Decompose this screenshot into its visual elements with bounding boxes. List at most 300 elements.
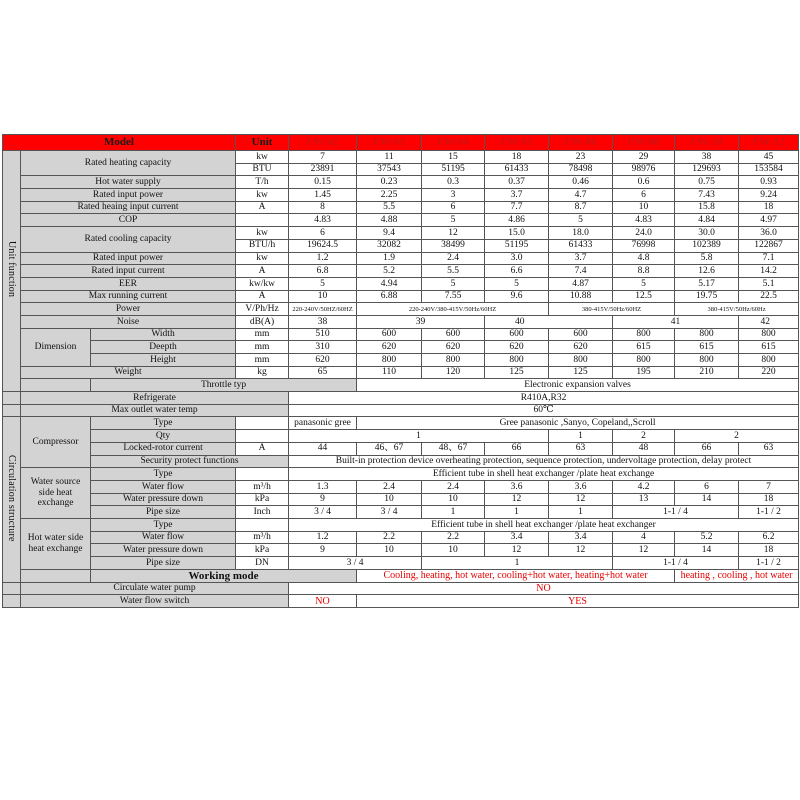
- value-cell: 76998: [613, 239, 675, 252]
- table-row: [3, 366, 799, 379]
- value-cell: 153584: [739, 163, 799, 176]
- section-spacer: [3, 582, 21, 595]
- value-cell: 6.2: [739, 531, 799, 544]
- value-cell: 800: [422, 354, 485, 367]
- value-cell: 10: [613, 201, 675, 214]
- value-cell: 800: [739, 354, 799, 367]
- unit-cell: kw/kw: [236, 277, 289, 290]
- value-cell: 60℃: [289, 404, 799, 417]
- value-cell: 1: [549, 430, 613, 443]
- section-spacer: [3, 595, 21, 608]
- value-cell: 129693: [675, 163, 739, 176]
- value-cell: 5.1: [739, 277, 799, 290]
- value-cell: Efficient tube in shell heat exchanger /plate heat exchanger: [289, 518, 799, 531]
- section-spacer: [21, 379, 91, 392]
- value-cell: 15.8: [675, 201, 739, 214]
- value-cell: 12: [485, 493, 549, 506]
- table-row: [3, 392, 799, 405]
- row-label: Rated heaing input current: [21, 201, 236, 214]
- value-cell: 38: [289, 315, 357, 328]
- unit-cell: A: [236, 265, 289, 278]
- value-cell: 3.7: [549, 252, 613, 265]
- row-sublabel: Water flow: [91, 480, 236, 493]
- value-cell: 61433: [485, 163, 549, 176]
- value-cell: 4.94: [357, 277, 422, 290]
- row-label: Throttle typ: [91, 379, 357, 392]
- value-cell: R410A,R32: [289, 392, 799, 405]
- value-cell: 1: [549, 506, 613, 519]
- spec-table: [2, 134, 799, 608]
- value-cell: 9: [289, 493, 357, 506]
- table-row: [3, 341, 799, 354]
- value-cell: 7.55: [422, 290, 485, 303]
- value-cell: 12: [549, 544, 613, 557]
- value-cell: 9.4: [357, 227, 422, 240]
- value-cell: 30.0: [675, 227, 739, 240]
- value-cell: 620: [549, 341, 613, 354]
- row-sublabel: Water pressure down: [91, 493, 236, 506]
- table-row: [3, 227, 799, 240]
- unit-cell: BTU/h: [236, 239, 289, 252]
- value-cell: 3.4: [549, 531, 613, 544]
- value-cell: 7.4: [549, 265, 613, 278]
- table-row: [3, 442, 799, 455]
- value-cell: 615: [675, 341, 739, 354]
- unit-cell: kPa: [236, 493, 289, 506]
- header-row: [3, 135, 799, 151]
- value-cell: 1-1 / 4: [613, 557, 739, 570]
- row-sublabel: Type: [91, 518, 236, 531]
- table-row: [3, 189, 799, 202]
- value-cell: 12.5: [613, 290, 675, 303]
- value-cell: 7.43: [675, 189, 739, 202]
- row-label: Compressor: [21, 417, 91, 468]
- value-cell: 24.0: [613, 227, 675, 240]
- table-row: [3, 531, 799, 544]
- value-cell: 600: [485, 328, 549, 341]
- row-label: Water flow switch: [21, 595, 289, 608]
- section-spacer: [21, 569, 91, 582]
- value-cell: 6.8: [289, 265, 357, 278]
- table-row: [3, 379, 799, 392]
- unit-cell: kw: [236, 227, 289, 240]
- value-cell: Built-in protection device overheating protection, sequence protection, undervoltage protection, delay protect: [289, 455, 799, 468]
- value-cell: 12: [422, 227, 485, 240]
- value-cell: 5.5: [357, 201, 422, 214]
- value-cell: 2: [675, 430, 799, 443]
- value-cell: 14: [675, 544, 739, 557]
- value-cell: 19.75: [675, 290, 739, 303]
- value-cell: 38: [675, 151, 739, 164]
- unit-cell: kw: [236, 189, 289, 202]
- value-cell: 125: [549, 366, 613, 379]
- table-row: [3, 455, 799, 468]
- value-cell: 61433: [549, 239, 613, 252]
- table-row: [3, 277, 799, 290]
- row-label: Rated input current: [21, 265, 236, 278]
- value-cell: 23: [549, 151, 613, 164]
- value-cell: 13: [613, 493, 675, 506]
- value-cell: 2.25: [357, 189, 422, 202]
- section-unit-function: Unit function: [3, 151, 21, 392]
- table-row: [3, 417, 799, 430]
- value-cell: 45: [739, 151, 799, 164]
- value-cell: 5: [422, 214, 485, 227]
- value-cell: 800: [675, 328, 739, 341]
- model-header-fw10: FW-10: [675, 135, 739, 151]
- row-label: Max running current: [21, 290, 236, 303]
- value-cell: 0.6: [613, 176, 675, 189]
- value-cell: 18: [739, 493, 799, 506]
- unit-cell: A: [236, 201, 289, 214]
- row-label: Rated heating capacity: [21, 151, 236, 176]
- value-cell: 620: [357, 341, 422, 354]
- row-sublabel: Type: [91, 417, 236, 430]
- value-cell: 220: [739, 366, 799, 379]
- value-cell: 1: [422, 506, 485, 519]
- unit-cell: V/Ph/Hz: [236, 303, 289, 316]
- value-cell: 1: [289, 430, 549, 443]
- table-row: [3, 354, 799, 367]
- value-cell: 122867: [739, 239, 799, 252]
- table-row: [3, 582, 799, 595]
- value-cell: Gree panasonic ,Sanyo, Copeland,,Scroll: [357, 417, 799, 430]
- value-cell: 1.45: [289, 189, 357, 202]
- value-cell: 3.4: [485, 531, 549, 544]
- value-cell: 9.6: [485, 290, 549, 303]
- table-row: [3, 430, 799, 443]
- table-row: [3, 595, 799, 608]
- section-spacer: [3, 392, 21, 405]
- value-cell: 48、67: [422, 442, 485, 455]
- value-cell: 615: [739, 341, 799, 354]
- value-cell: 23891: [289, 163, 357, 176]
- value-cell: 220-240V/50HZ/60HZ: [289, 303, 357, 316]
- value-cell: 51195: [485, 239, 549, 252]
- value-cell: 800: [357, 354, 422, 367]
- value-cell: 11: [357, 151, 422, 164]
- model-header-fw08: FW-08: [613, 135, 675, 151]
- value-cell: 3.6: [549, 480, 613, 493]
- value-cell: 18: [485, 151, 549, 164]
- value-cell: 7.1: [739, 252, 799, 265]
- unit-cell: kw: [236, 151, 289, 164]
- value-cell: 380-415V/50Hz/60Hz: [675, 303, 799, 316]
- value-cell: 0.23: [357, 176, 422, 189]
- table-row: [3, 252, 799, 265]
- value-cell: Cooling, heating, hot water, cooling+hot water, heating+hot water: [357, 569, 675, 582]
- value-cell: 6: [422, 201, 485, 214]
- value-cell: 6.88: [357, 290, 422, 303]
- row-sublabel: Locked-rotor current: [91, 442, 236, 455]
- value-cell: 4.8: [613, 252, 675, 265]
- value-cell: 4.86: [485, 214, 549, 227]
- value-cell: 18.0: [549, 227, 613, 240]
- value-cell: 66: [485, 442, 549, 455]
- value-cell: 1.9: [357, 252, 422, 265]
- value-cell: 220-240V/380-415V/50Hz/60HZ: [357, 303, 549, 316]
- value-cell: 800: [675, 354, 739, 367]
- row-label: Hot water side heat exchange: [21, 518, 91, 569]
- value-cell: 29: [613, 151, 675, 164]
- value-cell: 1: [422, 557, 613, 570]
- value-cell: 800: [549, 354, 613, 367]
- value-cell: 15: [422, 151, 485, 164]
- value-cell: Electronic expansion valves: [357, 379, 799, 392]
- model-header-fw06: FW-06: [549, 135, 613, 151]
- unit-cell: mm: [236, 328, 289, 341]
- table-row: [3, 315, 799, 328]
- value-cell: 7.7: [485, 201, 549, 214]
- unit-cell: m³/h: [236, 480, 289, 493]
- value-cell: 63: [549, 442, 613, 455]
- value-cell: 600: [422, 328, 485, 341]
- row-label: Rated input power: [21, 252, 236, 265]
- value-cell: 4.87: [549, 277, 613, 290]
- row-label: COP: [21, 214, 236, 227]
- value-cell: 4.83: [289, 214, 357, 227]
- table-row: [3, 151, 799, 164]
- value-cell: 40: [485, 315, 613, 328]
- value-cell: 310: [289, 341, 357, 354]
- value-cell: 6: [289, 227, 357, 240]
- value-cell: 0.93: [739, 176, 799, 189]
- value-cell: 38499: [422, 239, 485, 252]
- value-cell: 120: [422, 366, 485, 379]
- value-cell: 66: [675, 442, 739, 455]
- value-cell: 32082: [357, 239, 422, 252]
- table-row: [3, 569, 799, 582]
- value-cell: 5.8: [675, 252, 739, 265]
- unit-cell: [236, 518, 289, 531]
- value-cell: 2.2: [422, 531, 485, 544]
- value-cell: 4.2: [613, 480, 675, 493]
- value-cell: 3.6: [485, 480, 549, 493]
- value-cell: 51195: [422, 163, 485, 176]
- value-cell: 9.24: [739, 189, 799, 202]
- value-cell: 10: [357, 493, 422, 506]
- value-cell: 4.7: [549, 189, 613, 202]
- row-sublabel: Water pressure down: [91, 544, 236, 557]
- value-cell: 2.4: [422, 252, 485, 265]
- value-cell: 7: [739, 480, 799, 493]
- table-row: [3, 493, 799, 506]
- unit-header: Unit: [236, 135, 289, 151]
- value-cell: 1.2: [289, 531, 357, 544]
- row-label: Circulate water pump: [21, 582, 289, 595]
- value-cell: 10: [357, 544, 422, 557]
- unit-cell: kg: [236, 366, 289, 379]
- unit-cell: m³/h: [236, 531, 289, 544]
- value-cell: NO: [289, 582, 799, 595]
- table-row: [3, 303, 799, 316]
- value-cell: 3 / 4: [357, 506, 422, 519]
- value-cell: 2: [613, 430, 675, 443]
- row-label: Max outlet water temp: [21, 404, 289, 417]
- row-sublabel: Pipe size: [91, 506, 236, 519]
- unit-cell: [236, 417, 289, 430]
- value-cell: 12: [549, 493, 613, 506]
- table-row: [3, 201, 799, 214]
- value-cell: 380-415V/50Hz/60HZ: [549, 303, 675, 316]
- row-label: Working mode: [91, 569, 357, 582]
- value-cell: 8: [289, 201, 357, 214]
- section-circulation-structure: Circulation structure: [3, 417, 21, 582]
- row-sublabel: Water flow: [91, 531, 236, 544]
- value-cell: 5: [485, 277, 549, 290]
- value-cell: 10.88: [549, 290, 613, 303]
- row-sublabel: Pipe size: [91, 557, 236, 570]
- unit-cell: A: [236, 442, 289, 455]
- value-cell: 14: [675, 493, 739, 506]
- value-cell: 1-1 / 2: [739, 557, 799, 570]
- value-cell: 15.0: [485, 227, 549, 240]
- value-cell: 800: [613, 354, 675, 367]
- unit-cell: [236, 468, 289, 481]
- value-cell: 4.97: [739, 214, 799, 227]
- value-cell: YES: [357, 595, 799, 608]
- value-cell: 5: [613, 277, 675, 290]
- value-cell: 102389: [675, 239, 739, 252]
- row-sublabel: Security protect functions: [91, 455, 289, 468]
- table-row: [3, 557, 799, 570]
- table-row: [3, 544, 799, 557]
- value-cell: 12: [613, 544, 675, 557]
- model-header-fw04: FW-04: [422, 135, 485, 151]
- value-cell: 510: [289, 328, 357, 341]
- table-row: [3, 265, 799, 278]
- value-cell: 210: [675, 366, 739, 379]
- value-cell: 42: [739, 315, 799, 328]
- value-cell: 12.6: [675, 265, 739, 278]
- value-cell: 8.7: [549, 201, 613, 214]
- value-cell: 10: [422, 493, 485, 506]
- value-cell: 78498: [549, 163, 613, 176]
- value-cell: 195: [613, 366, 675, 379]
- value-cell: 10: [289, 290, 357, 303]
- value-cell: 800: [485, 354, 549, 367]
- value-cell: 63: [739, 442, 799, 455]
- value-cell: Efficient tube in shell heat exchanger /plate heat exchange: [289, 468, 799, 481]
- value-cell: 0.3: [422, 176, 485, 189]
- section-spacer: [3, 404, 21, 417]
- row-label: Dimension: [21, 328, 91, 366]
- row-label: Rated cooling capacity: [21, 227, 236, 252]
- row-label: Refrigerate: [21, 392, 289, 405]
- value-cell: 10: [422, 544, 485, 557]
- value-cell: 5.17: [675, 277, 739, 290]
- value-cell: 4.83: [613, 214, 675, 227]
- table-row: [3, 468, 799, 481]
- model-header-fw05: FW-05: [485, 135, 549, 151]
- value-cell: NO: [289, 595, 357, 608]
- value-cell: 7: [289, 151, 357, 164]
- value-cell: 2.4: [357, 480, 422, 493]
- model-header-fw02: FW-02: [289, 135, 357, 151]
- value-cell: 800: [739, 328, 799, 341]
- row-label: Noise: [21, 315, 236, 328]
- value-cell: 620: [289, 354, 357, 367]
- value-cell: 0.75: [675, 176, 739, 189]
- value-cell: 41: [613, 315, 739, 328]
- table-row: [3, 214, 799, 227]
- value-cell: 6: [613, 189, 675, 202]
- table-row: [3, 404, 799, 417]
- value-cell: 1: [485, 506, 549, 519]
- value-cell: 6: [675, 480, 739, 493]
- row-sublabel: Deepth: [91, 341, 236, 354]
- table-row: [3, 176, 799, 189]
- value-cell: 5: [289, 277, 357, 290]
- value-cell: 46、67: [357, 442, 422, 455]
- value-cell: heating , cooling , hot water: [675, 569, 799, 582]
- value-cell: 1-1 / 2: [739, 506, 799, 519]
- value-cell: 3.7: [485, 189, 549, 202]
- value-cell: 1.2: [289, 252, 357, 265]
- row-label: Weight: [21, 366, 236, 379]
- value-cell: 14.2: [739, 265, 799, 278]
- row-sublabel: Width: [91, 328, 236, 341]
- value-cell: 2.2: [357, 531, 422, 544]
- value-cell: 48: [613, 442, 675, 455]
- value-cell: 22.5: [739, 290, 799, 303]
- value-cell: 800: [613, 328, 675, 341]
- unit-cell: [236, 214, 289, 227]
- row-label: Power: [21, 303, 236, 316]
- value-cell: 4.84: [675, 214, 739, 227]
- table-row: [3, 506, 799, 519]
- table-row: [3, 480, 799, 493]
- unit-cell: T/h: [236, 176, 289, 189]
- unit-cell: mm: [236, 354, 289, 367]
- value-cell: 9: [289, 544, 357, 557]
- unit-cell: A: [236, 290, 289, 303]
- value-cell: 1-1 / 4: [613, 506, 739, 519]
- unit-cell: Inch: [236, 506, 289, 519]
- value-cell: 44: [289, 442, 357, 455]
- value-cell: 0.15: [289, 176, 357, 189]
- value-cell: 2.4: [422, 480, 485, 493]
- value-cell: 4.88: [357, 214, 422, 227]
- row-label: Water source side heat exchange: [21, 468, 91, 519]
- value-cell: 615: [613, 341, 675, 354]
- table-row: [3, 290, 799, 303]
- model-header-fw03: FW-03: [357, 135, 422, 151]
- value-cell: 1.3: [289, 480, 357, 493]
- value-cell: 620: [485, 341, 549, 354]
- row-sublabel: Height: [91, 354, 236, 367]
- unit-cell: BTU: [236, 163, 289, 176]
- value-cell: 98976: [613, 163, 675, 176]
- value-cell: 12: [485, 544, 549, 557]
- value-cell: 600: [357, 328, 422, 341]
- row-sublabel: Type: [91, 468, 236, 481]
- value-cell: 5: [422, 277, 485, 290]
- value-cell: panasonic gree: [289, 417, 357, 430]
- value-cell: 620: [422, 341, 485, 354]
- value-cell: 110: [357, 366, 422, 379]
- value-cell: 4: [613, 531, 675, 544]
- row-label: Hot water supply: [21, 176, 236, 189]
- value-cell: 18: [739, 544, 799, 557]
- unit-cell: kPa: [236, 544, 289, 557]
- value-cell: 600: [549, 328, 613, 341]
- value-cell: 5.2: [357, 265, 422, 278]
- value-cell: 3 / 4: [289, 506, 357, 519]
- value-cell: 6.6: [485, 265, 549, 278]
- table-row: [3, 328, 799, 341]
- value-cell: 37543: [357, 163, 422, 176]
